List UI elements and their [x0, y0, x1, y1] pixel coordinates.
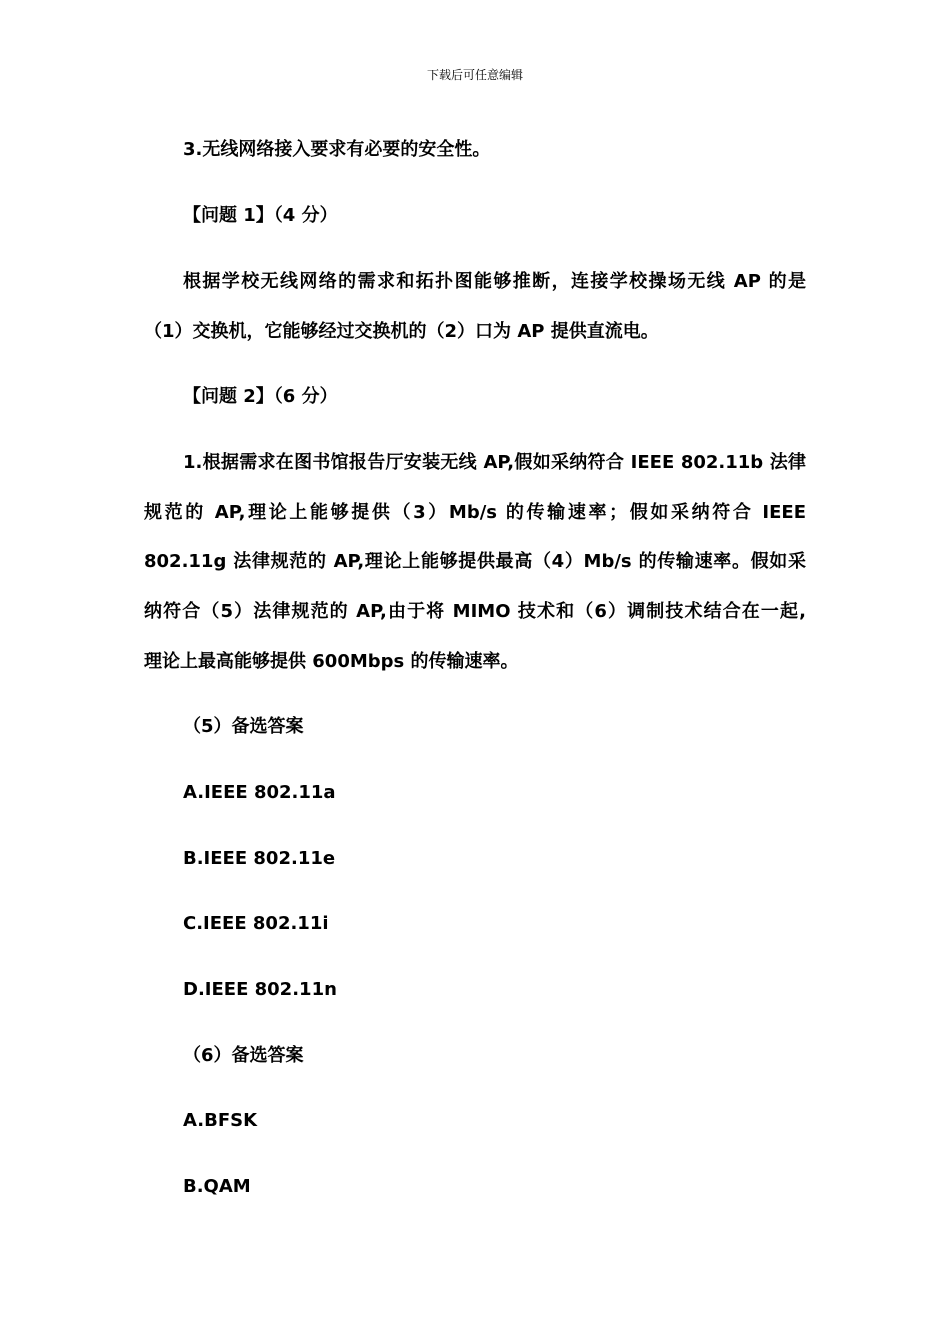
option-6-a: A.BFSK [183, 1110, 258, 1131]
question-2-heading: 【问题 2】（6 分） [183, 386, 338, 407]
page-header: 下载后可任意编辑 [426, 68, 523, 82]
requirement-line-3: 3.无线网络接入要求有必要的安全性。 [183, 139, 491, 160]
question-2-text-line-4: 纳符合（5）法律规范的 AP,由于将 MIMO 技术和（6）调制技术结合在一起, [144, 601, 806, 622]
question-1-heading: 【问题 1】（4 分） [183, 205, 338, 226]
option-5-b: B.IEEE 802.11e [183, 848, 336, 869]
question-2-text-line-1: 1.根据需求在图书馆报告厅安装无线 AP,假如采纳符合 IEEE 802.11b 法律 [183, 452, 806, 473]
option-5-d: D.IEEE 802.11n [183, 979, 337, 1000]
question-2-text-line-3: 802.11g 法律规范的 AP,理论上能够提供最高（4）Mb/s 的传输速率。假如采 [144, 551, 806, 572]
option-5-a: A.IEEE 802.11a [183, 782, 336, 803]
option-6-b: B.QAM [183, 1176, 251, 1197]
question-1-text-line-2: （1）交换机，它能够经过交换机的（2）口为 AP 提供直流电。 [144, 321, 659, 342]
question-2-text-line-5: 理论上最高能够提供 600Mbps 的传输速率。 [144, 651, 519, 672]
options-6-heading: （6）备选答案 [183, 1045, 304, 1066]
question-1-text-line-1: 根据学校无线网络的需求和拓扑图能够推断，连接学校操场无线 AP 的是 [183, 271, 806, 292]
options-5-heading: （5）备选答案 [183, 716, 304, 737]
question-2-text-line-2: 规范的 AP,理论上能够提供（3）Mb/s 的传输速率；假如采纳符合 IEEE [144, 502, 806, 523]
option-5-c: C.IEEE 802.11i [183, 913, 329, 934]
